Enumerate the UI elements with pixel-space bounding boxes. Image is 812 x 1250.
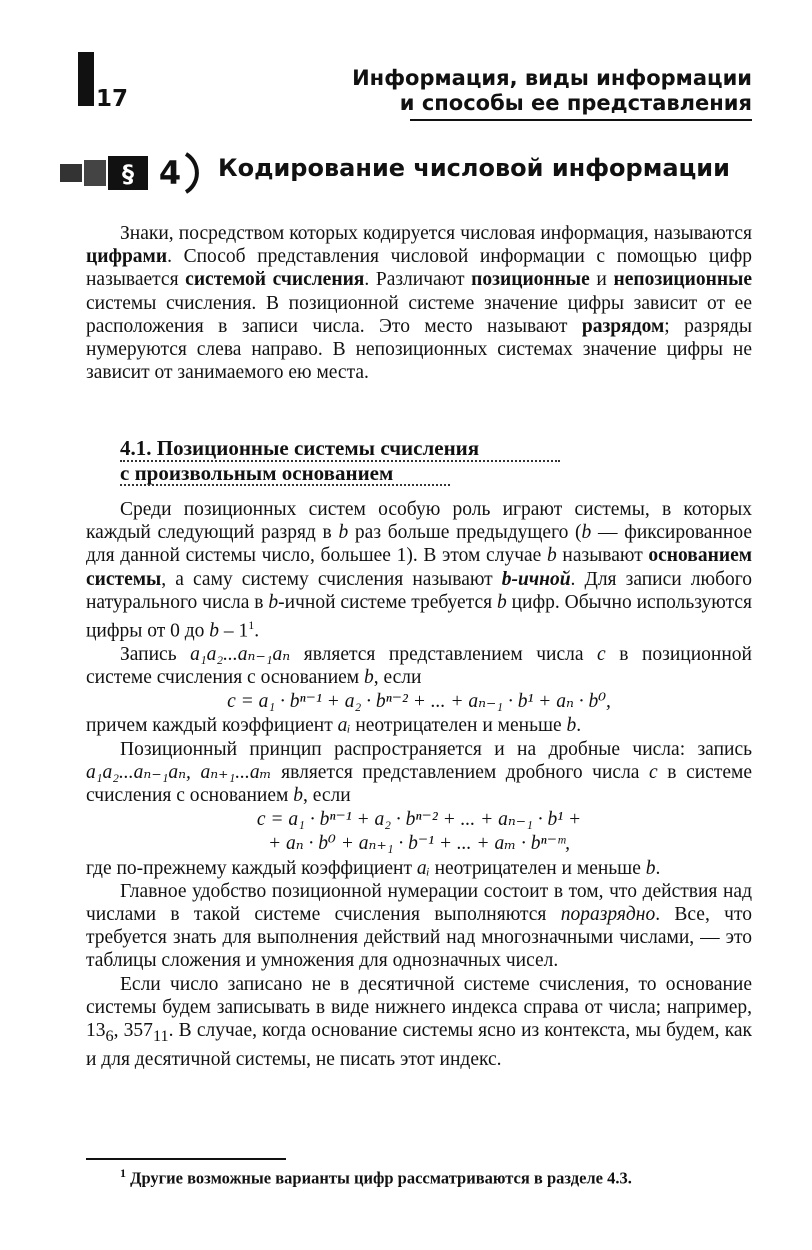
paragraph-notation: Запись a₁a₂...aₙ₋₁aₙ является представлением числа c в позиционной системе счисления с основанием b, если xyxy=(86,643,752,688)
footnote-rule xyxy=(86,1158,286,1160)
paragraph-subscript: Если число записано не в десятичной системе счисления, то основание системы будем записывать в виде нижнего индекса справа от числа; например, $13_6$, $357_{11}$. В случае, когда основание системы ясно из контекста, мы будем, как и для десятичной системы, не писать этот индекс. xyxy=(86,973,752,1071)
footnote-ref: 1 xyxy=(248,618,255,633)
formula-fraction-line-2: + aₙ · b⁰ + aₙ₊₁ · b⁻¹ + ... + aₘ · bⁿ⁻ᵐ, xyxy=(268,833,570,855)
section-sign: § xyxy=(122,160,134,188)
paragraph-bases: Среди позиционных систем особую роль играют системы, в которых каждый следующий разряд в b раз больше предыдущего (b — фиксированное для данной системы число, большее 1). В этом случае b называют основанием системы, а саму систему счисления называют b-ичной. Для записи любого натурального числа в b-ичной системе требуется b цифр. Обычно используются цифры от 0 до b – 1$^1$. xyxy=(86,499,753,642)
subsection-underline-2 xyxy=(120,484,450,486)
formula-integer: c = a₁ · bⁿ⁻¹ + a₂ · bⁿ⁻² + ... + aₙ₋₁ · b¹ + aₙ · b⁰, xyxy=(227,691,611,713)
intro-paragraph: Знаки, посредством которых кодируется числовая информация, называются цифрами. Способ представления числовой информации с помощью цифр называется системой счисления. Различают позиционные и непозиционные системы счисления. В позиционной системе значение цифры зависит от ее расположения в записи числа. Это место называют разрядом; разряды нумеруются слева направо. В непозиционных системах значение цифры не зависит от занимаемого ею места. xyxy=(86,223,753,384)
page-number: 17 xyxy=(96,86,129,112)
paragraph-coefficients: причем каждый коэффициент aᵢ неотрицателен и меньше b. xyxy=(86,715,582,737)
running-head-line-1: Информация, виды информации xyxy=(352,66,752,90)
intro-block xyxy=(86,222,752,384)
running-head xyxy=(352,66,752,116)
subsection-line-2: с произвольным основанием xyxy=(120,461,394,485)
header-rule xyxy=(410,119,752,121)
footnote xyxy=(120,1166,760,1189)
section-badge xyxy=(60,150,200,196)
page-marker-bar xyxy=(78,52,94,106)
footnote-text: Другие возможные варианты цифр рассматриваются в разделе 4.3. xyxy=(126,1168,632,1188)
main-text xyxy=(86,498,752,1071)
footnote-mark: 1 xyxy=(120,1166,126,1180)
section-number: 4 xyxy=(158,154,182,192)
paragraph-coefficients-2: где по-прежнему каждый коэффициент aᵢ неотрицателен и меньше b. xyxy=(86,857,661,879)
subsection-underline-1 xyxy=(120,460,560,462)
paragraph-fractions: Позиционный принцип распространяется и на дробные числа: запись a₁a₂...aₙ₋₁aₙ, aₙ₊₁...aₘ является представлением дробного числа c в системе счисления с основанием b, если xyxy=(86,738,753,806)
section-title: Кодирование числовой информации xyxy=(218,154,730,182)
running-head-line-2: и способы ее представления xyxy=(399,91,752,115)
subsection-line-1: 4.1. Позиционные системы счисления xyxy=(120,436,480,460)
formula-fraction-line-1: c = a₁ · bⁿ⁻¹ + a₂ · bⁿ⁻² + ... + aₙ₋₁ · b¹ + xyxy=(256,809,582,831)
paragraph-advantage: Главное удобство позиционной нумерации состоит в том, что действия над числами в такой системе счисления выполняются поразрядно. Все, что требуется знать для выполнения действий над многозначными числами, — это таблицы сложения и умножения для однозначных чисел. xyxy=(86,880,752,972)
